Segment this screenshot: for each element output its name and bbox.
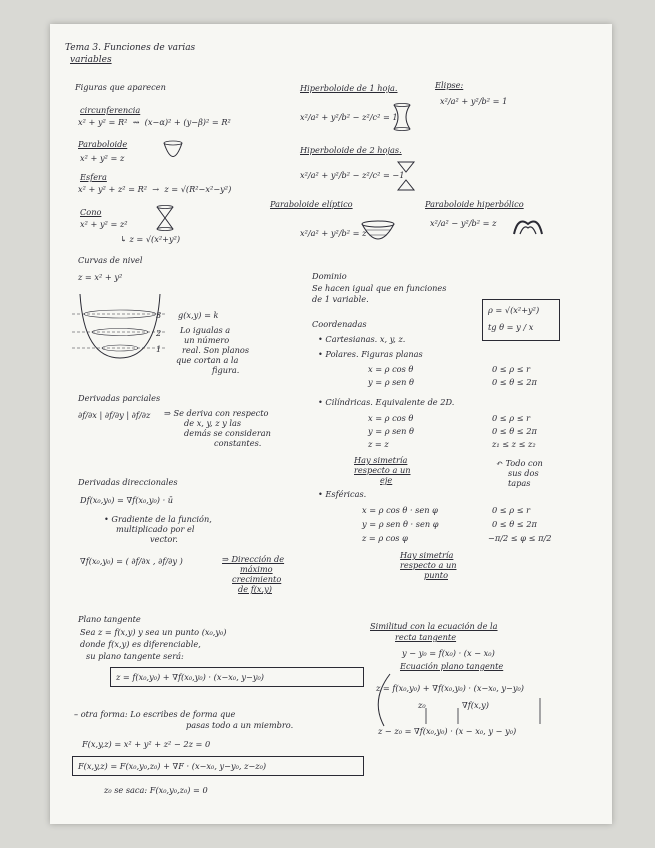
directional-note-2: vector.: [150, 534, 178, 544]
paraboloid-label: Paraboloide: [78, 139, 128, 149]
other-form-line2: pasas todo a un miembro.: [186, 720, 294, 730]
partials-equation: ∂f/∂x | ∂f/∂y | ∂f/∂z: [78, 410, 151, 420]
gradient-equation: ∇f(x₀,y₀) = ( ∂f/∂x , ∂f/∂y ): [80, 556, 183, 566]
F-equation: F(x,y,z) = x² + y² + z² − 2z = 0: [82, 739, 211, 749]
sphere-label: Esfera: [80, 172, 107, 182]
level-curves-note-3: que cortan a la: [176, 355, 239, 365]
ellipse-label: Elipse:: [435, 80, 464, 90]
sph-range-theta: 0 ≤ θ ≤ 2π: [492, 519, 537, 529]
tangent-text-0: Sea z = f(x,y) y sea un punto (x₀,y₀): [80, 627, 227, 637]
cyl-symmetry-2: eje: [380, 475, 393, 485]
domain-text-0: Se hacen igual que en funciones: [312, 283, 447, 293]
cyl-range-theta: 0 ≤ θ ≤ 2π: [492, 426, 537, 436]
level-curves-note-1: un número: [184, 335, 230, 345]
gradient-note-0: ⇒ Dirección de: [222, 554, 285, 564]
level-tick-1: 1: [156, 344, 162, 354]
cyl-caps-2: tapas: [508, 478, 531, 488]
similarity-final-eq: z − z₀ = ∇f(x₀,y₀) · (x − x₀, y − y₀): [378, 726, 517, 736]
hyperboloid-1-sketch-icon: [392, 103, 412, 131]
polar-eq-x: x = ρ cos θ: [368, 364, 414, 374]
similarity-plane-eq: z = f(x₀,y₀) + ∇f(x₀,y₀) · (x−x₀, y−y₀): [376, 683, 524, 693]
gradient-note-1: máximo: [240, 564, 273, 574]
similarity-arrows-icon: [370, 670, 550, 730]
cone-equation-2: ↳ z = √(x²+y²): [120, 234, 181, 244]
directional-header: Derivadas direccionales: [78, 477, 178, 487]
cyl-eq-y: y = ρ sen θ: [368, 426, 414, 436]
level-curves-header: Curvas de nivel: [78, 255, 143, 265]
sph-range-phi: −π/2 ≤ φ ≤ π/2: [488, 533, 552, 543]
domain-text-1: de 1 variable.: [312, 294, 369, 304]
polar-range-r: 0 ≤ ρ ≤ r: [492, 364, 531, 374]
cyl-range-r: 0 ≤ ρ ≤ r: [492, 413, 531, 423]
cyl-range-z: z₁ ≤ z ≤ z₂: [492, 439, 536, 449]
elliptic-paraboloid-label: Paraboloide elíptico: [270, 199, 353, 209]
page-title-line2: variables: [70, 55, 112, 65]
polar-box-line1: ρ = √(x²+y²): [488, 305, 540, 315]
saddle-sketch-icon: [512, 214, 544, 238]
similarity-plane-label: Ecuación plano tangente: [400, 661, 504, 671]
sph-eq-z: z = ρ cos φ: [362, 533, 408, 543]
partials-header: Derivadas parciales: [78, 393, 161, 403]
polar-title: • Polares. Figuras planas: [318, 349, 423, 359]
similarity-z0-label: z₀: [418, 700, 426, 710]
tangent-text-2: su plano tangente será:: [86, 651, 184, 661]
partials-note-1: de x, y, z y las: [184, 418, 242, 428]
ellipse-equation: x²/a² + y²/b² = 1: [440, 96, 508, 106]
paraboloid-equation: x² + y² = z: [80, 153, 125, 163]
cyl-symmetry-0: Hay simetría: [354, 455, 408, 465]
level-curves-sketch-icon: [70, 292, 170, 364]
cyl-symmetry-1: respecto a un: [354, 465, 411, 475]
level-curves-note-2: real. Son planos: [182, 345, 250, 355]
partials-note-0: ⇒ Se deriva con respecto: [164, 408, 269, 418]
partials-note-3: constantes.: [214, 438, 262, 448]
coordinates-title: Coordenadas: [312, 319, 367, 329]
cartesian-line: • Cartesianas. x, y, z.: [318, 334, 406, 344]
elliptic-paraboloid-sketch-icon: [360, 220, 396, 244]
hyperbolic-paraboloid-label: Paraboloide hiperbólico: [425, 199, 524, 209]
z0-line: z₀ se saca: F(x₀,y₀,z₀) = 0: [104, 785, 208, 795]
sph-eq-x: x = ρ cos θ · sen φ: [362, 505, 438, 515]
sphere-equation: x² + y² + z² = R² → z = √(R²−x²−y²): [78, 184, 232, 194]
tangent-plane-header: Plano tangente: [78, 614, 141, 624]
hyperboloid-2-sketch-icon: [396, 160, 416, 192]
directional-note-0: • Gradiente de la función,: [104, 514, 212, 524]
sph-symmetry-1: respecto a un: [400, 560, 457, 570]
directional-equation: Df(x₀,y₀) = ∇f(x₀,y₀) · ū: [80, 495, 174, 505]
cone-sketch-icon: [155, 205, 175, 231]
similarity-line-eq: y − y₀ = f(x₀) · (x − x₀): [402, 648, 495, 658]
F-formula: F(x,y,z) = F(x₀,y₀,z₀) + ∇F · (x−x₀, y−y₀, z−z₀): [78, 761, 267, 771]
spherical-title: • Esféricas.: [318, 489, 367, 499]
cyl-caps-0: ↶ Todo con: [496, 458, 543, 468]
sph-symmetry-2: punto: [424, 570, 449, 580]
directional-note-1: multiplicado por el: [116, 524, 195, 534]
circle-label: circunferencia: [80, 105, 141, 115]
level-curves-equation: z = x² + y²: [78, 272, 123, 282]
similarity-grad-label: ∇f(x,y): [462, 700, 489, 710]
level-tick-3: 3: [156, 310, 162, 320]
polar-eq-y: y = ρ sen θ: [368, 377, 414, 387]
domain-title: Dominio: [312, 271, 347, 281]
sph-symmetry-0: Hay simetría: [400, 550, 454, 560]
cyl-caps-1: sus dos: [508, 468, 539, 478]
level-curves-note-0: Lo igualas a: [180, 325, 231, 335]
sph-eq-y: y = ρ sen θ · sen φ: [362, 519, 439, 529]
paraboloid-sketch-icon: [162, 140, 184, 164]
level-tick-2: 2: [156, 328, 162, 338]
hyperboloid-2-label: Hiperboloide de 2 hojas.: [300, 145, 402, 155]
gradient-note-3: de f(x,y): [238, 584, 272, 594]
hyperboloid-2-equation: x²/a² + y²/b² − z²/c² = −1: [300, 170, 405, 180]
similarity-header-1: recta tangente: [395, 632, 457, 642]
surfaces-header: Figuras que aparecen: [75, 82, 166, 92]
cylindrical-title: • Cilíndricas. Equivalente de 2D.: [318, 397, 455, 407]
polar-box-line2: tg θ = y / x: [488, 322, 534, 332]
hyperboloid-1-equation: x²/a² + y²/b² − z²/c² = 1: [300, 112, 398, 122]
level-curves-note-eq: g(x,y) = k: [178, 310, 219, 320]
elliptic-paraboloid-equation: x²/a² + y²/b² = z: [300, 228, 367, 238]
partials-note-2: demás se consideran: [184, 428, 271, 438]
hyperboloid-1-label: Hiperboloide de 1 hoja.: [300, 83, 398, 93]
tangent-text-1: donde f(x,y) es diferenciable,: [80, 639, 201, 649]
cone-equation: x² + y² = z²: [80, 219, 128, 229]
tangent-formula: z = f(x₀,y₀) + ∇f(x₀,y₀) · (x−x₀, y−y₀): [116, 672, 264, 682]
gradient-note-2: crecimiento: [232, 574, 282, 584]
other-form-line: – otra forma: Lo escribes de forma que: [74, 709, 236, 719]
page-title: Tema 3. Funciones de varias: [65, 43, 196, 53]
cone-label: Cono: [80, 207, 102, 217]
polar-range-theta: 0 ≤ θ ≤ 2π: [492, 377, 537, 387]
similarity-header-0: Similitud con la ecuación de la: [370, 621, 498, 631]
cyl-eq-z: z = z: [368, 439, 389, 449]
circle-equation: x² + y² = R² ⇝ (x−α)² + (y−β)² = R²: [78, 117, 231, 127]
cyl-eq-x: x = ρ cos θ: [368, 413, 414, 423]
level-curves-note-4: figura.: [212, 365, 240, 375]
sph-range-r: 0 ≤ ρ ≤ r: [492, 505, 531, 515]
hyperbolic-paraboloid-equation: x²/a² − y²/b² = z: [430, 218, 497, 228]
